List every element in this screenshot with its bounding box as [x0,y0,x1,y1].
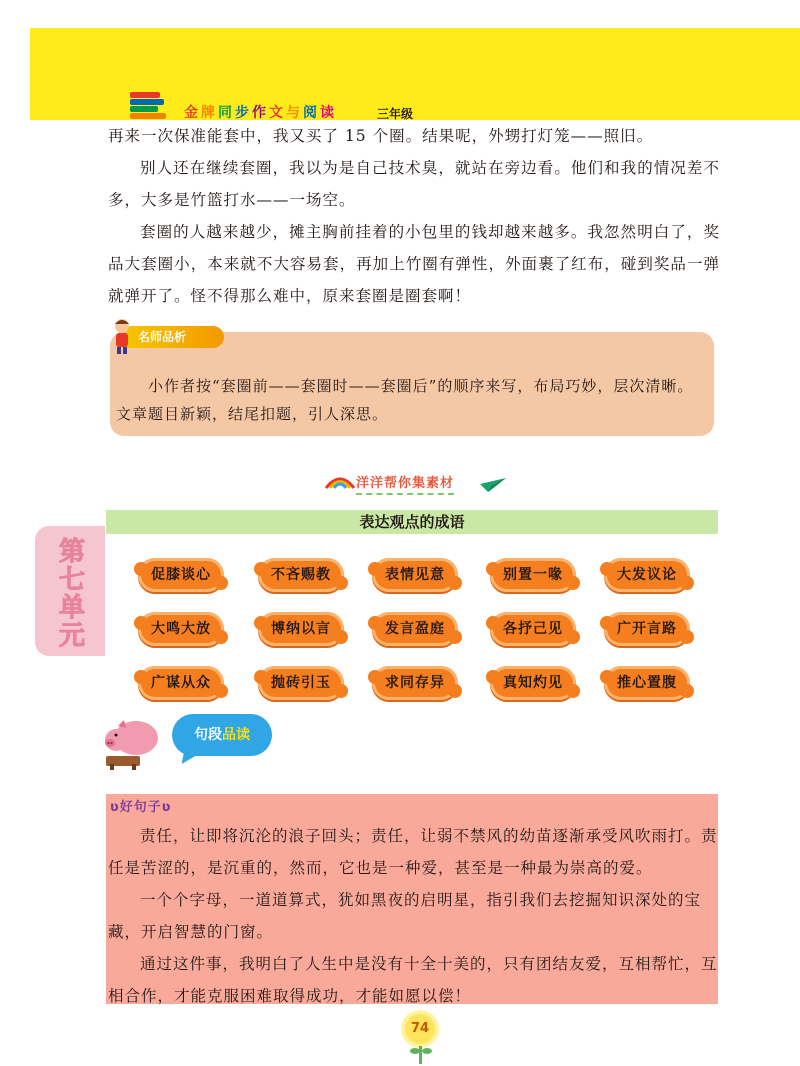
idiom-item: 广谋从众 [138,666,224,700]
series-title-char: 金 [184,105,201,121]
good-sentences-text [108,820,718,1012]
series-title-char: 文 [269,105,286,121]
series-title-char: 读 [320,105,337,121]
series-title-char: 阅 [303,105,320,121]
reading-bubble-label: 句段品读 [194,727,250,743]
pig-icon [104,714,162,770]
story-paragraph-2: 别人还在继续套圈，我以为是自己技术臭，就站在旁边看。他们和我的情况差不多，大多是竹篮打水——一场空。 [108,159,720,209]
idiom-item: 真知灼见 [490,666,576,700]
idiom-item: 表情见意 [372,558,458,592]
idiom-item: 广开言路 [604,612,690,646]
idiom-item: 发言盈庭 [372,612,458,646]
page-number: 74 [405,1014,435,1044]
series-title-char: 牌 [201,105,218,121]
teacher-comment-text: 小作者按“套圈前——套圈时——套圈后”的顺序来写，布局巧妙，层次清晰。文章题目新颖，结尾扣题，引人深思。 [116,377,694,423]
leaf-icon [422,1048,432,1054]
idiom-item: 别置一喙 [490,558,576,592]
bunny-ears-icon: ʋ [161,800,172,815]
story-paragraph-1: 再来一次保准能套中，我又买了 15 个圈。结果呢，外甥打灯笼——照旧。 [108,127,654,145]
collect-material-title: 洋洋帮你集素材 [356,472,454,495]
idiom-item: 大鸣大放 [138,612,224,646]
teacher-icon [112,318,132,354]
teacher-comment-tag: 名师品析 [118,326,224,348]
books-icon [130,92,170,122]
story-paragraph-3: 套圈的人越来越少，摊主胸前挂着的小包里的钱却越来越多。我忽然明白了，奖品大套圈小，本来就不大容易套，再加上竹圈有弹性，外面裹了红布，碰到奖品一弹就弹开了。怪不得那么难中，原来套圈是圈套啊！ [108,223,720,305]
series-title-char: 步 [235,105,252,121]
good-sentence-3: 通过这件事，我明白了人生中是没有十全十美的，只有团结友爱，互相帮忙，互相合作，才能克服困难取得成功，才能如愿以偿！ [108,955,718,1005]
idiom-item: 推心置腹 [604,666,690,700]
idiom-item: 不吝赐教 [258,558,344,592]
idiom-item: 抛砖引玉 [258,666,344,700]
series-title-char: 同 [218,105,235,121]
idiom-item: 求同存异 [372,666,458,700]
leaf-icon [410,1048,420,1054]
page-header [130,92,413,122]
grade-label: 三年级 [377,107,414,121]
idiom-section-title: 表达观点的成语 [106,510,718,534]
idiom-item: 大发议论 [604,558,690,592]
unit-tab-label: 第七单元 [58,537,85,651]
idiom-item: 各抒己见 [490,612,576,646]
bunny-ears-icon: ʋ [110,800,120,815]
good-sentences-tag: ʋ好句子ʋ [110,800,172,815]
good-sentence-2: 一个个字母，一道道算式，犹如黑夜的启明星，指引我们去挖掘知识深处的宝藏，开启智慧的门窗。 [108,891,702,941]
idiom-item: 促膝谈心 [138,558,224,592]
good-sentence-1: 责任，让即将沉沦的浪子回头；责任，让弱不禁风的幼苗逐渐承受风吹雨打。责任是苦涩的，是沉重的，然而，它也是一种爱，甚至是一种最为崇高的爱。 [108,827,718,877]
idiom-item: 博纳以言 [258,612,344,646]
series-title [184,102,337,122]
series-title-char: 作 [252,105,269,121]
series-title-char: 与 [286,105,303,121]
